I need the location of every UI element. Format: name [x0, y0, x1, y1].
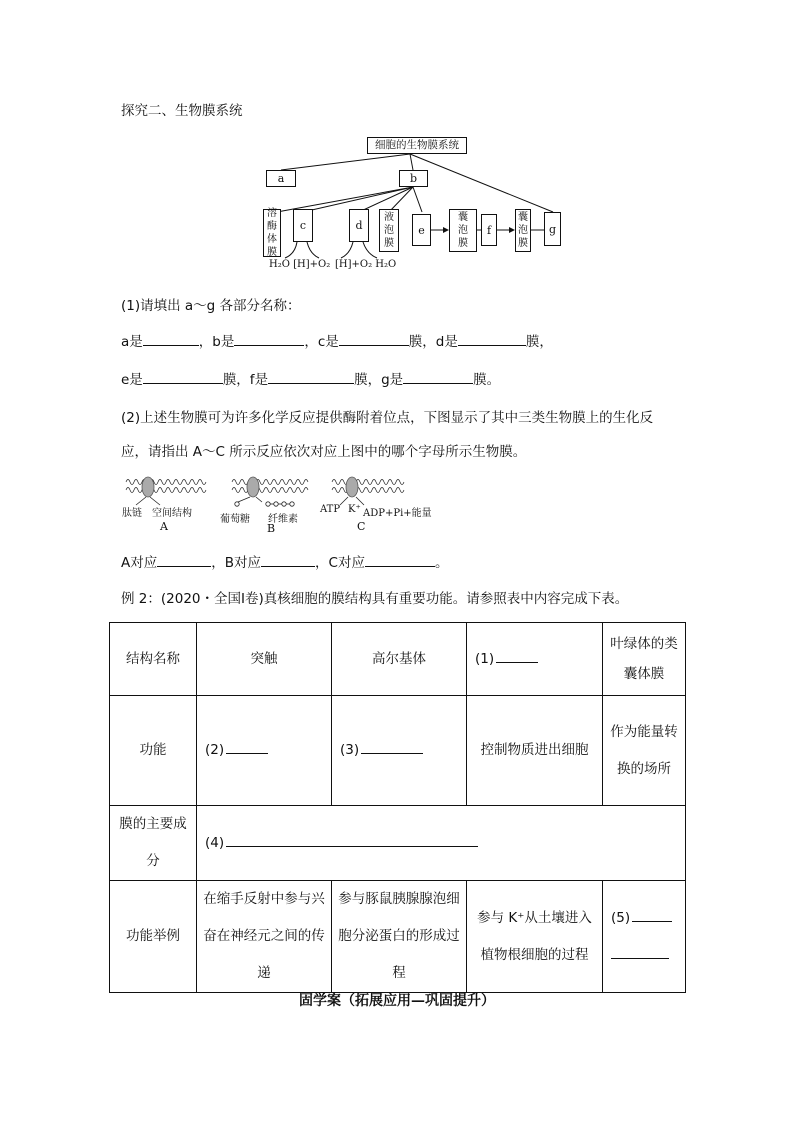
table-cell: 作为能量转换的场所 [603, 696, 686, 806]
q1-prompt: (1)请填出 a～g 各部分名称： [121, 298, 301, 314]
blank-1-line[interactable] [496, 648, 538, 663]
q1-line-1 [121, 330, 553, 350]
blank-5-label: (5) [611, 909, 631, 926]
q2-a-label: A对应 [121, 555, 158, 571]
membrane-system-diagram [255, 130, 575, 280]
example-2-prompt: 例 2：(2020・全国Ⅰ卷)真核细胞的膜结构具有重要功能。请参照表中内容完成下表。 [121, 591, 629, 607]
diagram-equation-d: [H]+O₂ H₂O [335, 259, 397, 270]
table-cell: 在缩手反射中参与兴奋在神经元之间的传递 [197, 881, 332, 993]
table-cell: 高尔基体 [332, 623, 467, 696]
q1-d-blank[interactable] [458, 331, 526, 346]
membrane-reaction-figures [120, 472, 440, 540]
table-cell: 膜的主要成分 [110, 806, 197, 881]
table-cell: 叶绿体的类囊体膜 [603, 623, 686, 696]
table-cell: 功能 [110, 696, 197, 806]
section-title: 探究二、生物膜系统 [121, 103, 243, 119]
fig-c-label-2: K⁺ [348, 504, 361, 515]
table-row [110, 623, 686, 696]
diagram-node-vacuole: 液泡膜 [379, 209, 399, 252]
table-cell: 参与 K⁺从土壤进入植物根细胞的过程 [467, 881, 603, 993]
q1-d-label: 膜，d是 [408, 334, 458, 350]
q1-f-label: 膜，f是 [222, 372, 269, 388]
q1-e-label: e是 [121, 372, 143, 388]
fig-b-caption: B [267, 522, 276, 535]
table-row [110, 881, 686, 993]
fig-c-caption: C [357, 520, 366, 533]
q1-b-blank[interactable] [234, 331, 304, 346]
blank-5-line-2[interactable] [611, 944, 669, 959]
diagram-node-d: d [349, 209, 369, 242]
q2-a-blank[interactable] [157, 552, 211, 567]
blank-4-label: (4) [205, 834, 225, 851]
q2-b-label: ，B对应 [211, 555, 262, 571]
diagram-node-lysosome: 溶酶体膜 [263, 209, 281, 257]
diagram-node-g: g [544, 212, 561, 246]
fig-c-label-1: ATP [320, 504, 341, 515]
table-cell-blank-4[interactable] [197, 806, 686, 881]
blank-5-line-1[interactable] [632, 907, 672, 922]
diagram-node-top: 细胞的生物膜系统 [367, 137, 467, 154]
blank-4-line[interactable] [226, 832, 478, 847]
table-cell-blank-5[interactable] [603, 881, 686, 993]
q1-c-blank[interactable] [339, 331, 409, 346]
table-cell-blank-1[interactable] [467, 623, 603, 696]
diagram-equation-c: H₂O [H]+O₂ [269, 259, 331, 270]
diagram-node-e: e [412, 214, 431, 246]
table-cell-blank-3[interactable] [332, 696, 467, 806]
q1-c-label: ，c是 [304, 334, 339, 350]
table-row [110, 696, 686, 806]
table-cell: 控制物质进出细胞 [467, 696, 603, 806]
blank-3-label: (3) [340, 742, 360, 758]
diagram-node-vesicle-2: 囊泡膜 [515, 209, 531, 252]
q1-a-label: a是 [121, 334, 143, 350]
q2-line-2: 应，请指出 A～C 所示反应依次对应上图中的哪个字母所示生物膜。 [121, 444, 527, 460]
fig-a-label-2: 空间结构 [152, 508, 192, 519]
q1-f-blank[interactable] [268, 369, 354, 384]
q1-line2-end: 膜。 [473, 372, 501, 388]
table-cell: 参与豚鼠胰腺腺泡细胞分泌蛋白的形成过程 [332, 881, 467, 993]
q1-line1-end: 膜， [525, 334, 553, 350]
diagram-node-b: b [399, 170, 428, 187]
fig-a-caption: A [160, 520, 168, 533]
q1-e-blank[interactable] [143, 369, 223, 384]
q1-b-label: ，b是 [198, 334, 235, 350]
q2-answer-end: 。 [434, 555, 449, 571]
q2-b-blank[interactable] [261, 552, 315, 567]
q1-a-blank[interactable] [143, 331, 199, 346]
table-cell: 功能举例 [110, 881, 197, 993]
blank-2-label: (2) [205, 742, 225, 758]
diagram-node-c: c [293, 209, 313, 242]
membrane-function-table [109, 622, 686, 993]
fig-a-label-1: 肽链 [122, 508, 142, 519]
diagram-node-vesicle-1: 囊泡膜 [449, 209, 477, 252]
q2-c-label: ，C对应 [315, 555, 365, 571]
diagram-node-a: a [266, 170, 296, 187]
q1-line-2 [121, 368, 500, 388]
table-cell: 突触 [197, 623, 332, 696]
table-row [110, 806, 686, 881]
table-cell: 结构名称 [110, 623, 197, 696]
footer-section-title: 固学案（拓展应用—巩固提升） [299, 993, 495, 1009]
blank-3-line[interactable] [361, 739, 423, 754]
blank-1-label: (1) [475, 650, 495, 667]
diagram-node-f: f [481, 214, 497, 246]
q2-answer-line [121, 551, 448, 571]
q2-line-1: (2)上述生物膜可为许多化学反应提供酶附着位点，下图显示了其中三类生物膜上的生化反 [121, 410, 654, 426]
fig-b-label-2: 纤维素 [268, 514, 298, 525]
fig-c-label-3: ADP+Pi+能量 [363, 508, 432, 519]
q1-g-label: 膜，g是 [354, 372, 404, 388]
blank-2-line[interactable] [226, 739, 268, 754]
q1-g-blank[interactable] [403, 369, 473, 384]
fig-b-label-1: 葡萄糖 [220, 514, 250, 525]
q2-c-blank[interactable] [365, 552, 435, 567]
table-cell-blank-2[interactable] [197, 696, 332, 806]
